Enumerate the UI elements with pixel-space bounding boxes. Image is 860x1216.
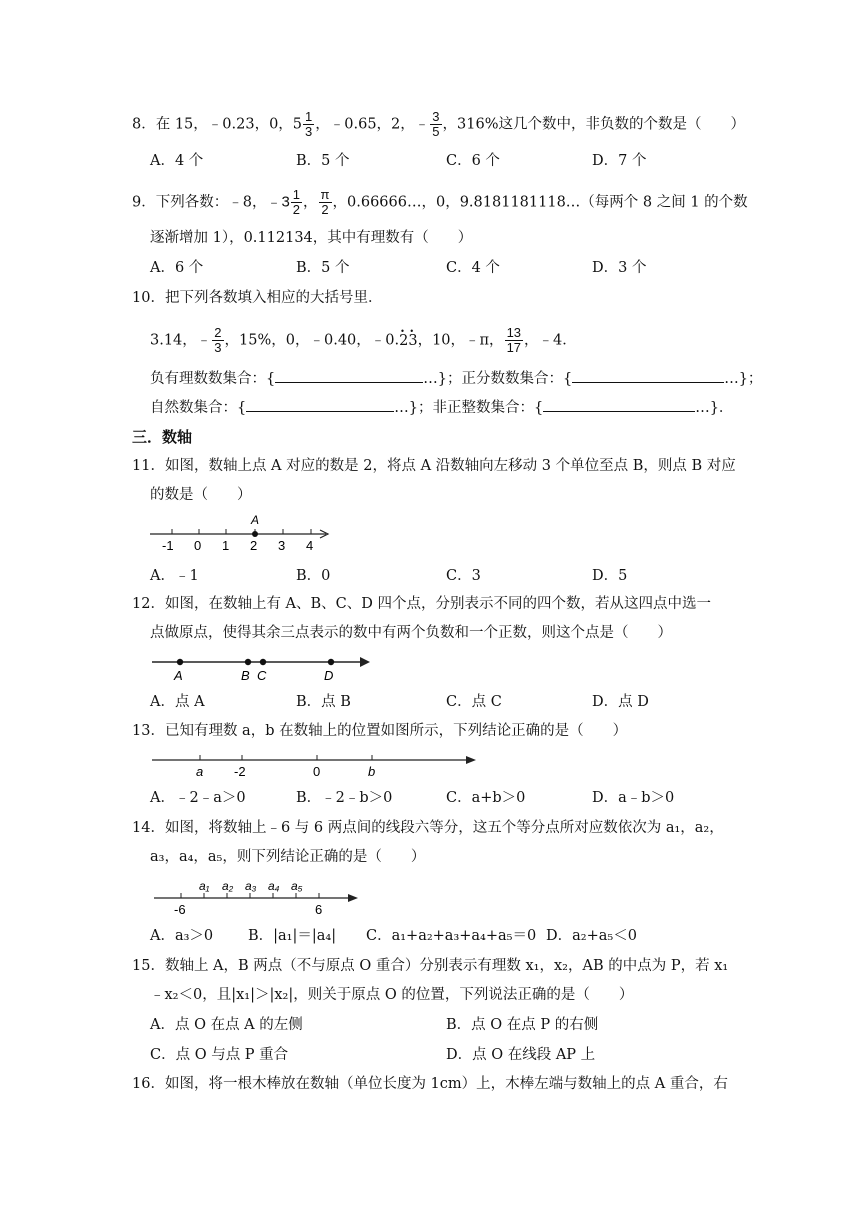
q12-option-b: B．点 B	[296, 694, 351, 710]
q13-line1: 13．已知有理数 a，b 在数轴上的位置如图所示，下列结论正确的是（ ）	[132, 723, 628, 739]
q8-frac-den: 5	[432, 124, 440, 139]
q9-prefix: 9．下列各数：﹣8，	[132, 194, 267, 211]
section-heading: 三．数轴	[132, 428, 193, 446]
q10-sets-row1	[150, 368, 762, 389]
q8-option-a: A．4 个	[150, 153, 204, 169]
q10-fraction-2	[505, 326, 523, 355]
q9-sep: ，	[303, 194, 318, 211]
q9-option-c: C．4 个	[446, 260, 500, 276]
q11-tick-label: 1	[222, 538, 230, 553]
q11-tick-label: -1	[162, 538, 174, 553]
q14-option-c: C．a₁+a₂+a₃+a₄+a₅＝0	[366, 928, 537, 944]
q11-option-c: C．3	[446, 568, 481, 584]
q10-set3-blank[interactable]	[246, 397, 394, 412]
q15-line1: 15．数轴上 A，B 两点（不与原点 O 重合）分别表示有理数 x₁，x₂，AB 的中点为 P，若 x₁	[132, 958, 729, 974]
q10-set3-close: …}；	[394, 400, 433, 416]
q11-tick-label: 2	[250, 538, 258, 553]
q8-mid: ，﹣0.65，2，﹣	[315, 116, 430, 133]
q10-set1-label: 负有理数数集合：{	[150, 371, 276, 387]
q8-mixed-den: 3	[305, 124, 313, 139]
q10-set2-blank[interactable]	[572, 368, 724, 383]
q8-option-b: B．5 个	[296, 153, 350, 169]
q9-stem	[132, 188, 748, 217]
q9-option-d: D．3 个	[592, 260, 647, 276]
q12-point-a	[177, 659, 183, 665]
q14-label-a2: a₂	[222, 879, 234, 893]
q15-line2: ﹣x₂＜0，且|x₁|＞|x₂|，则关于原点 O 的位置，下列说法正确的是（ ）	[150, 987, 634, 1003]
q10-repeat-digit-1: • 2	[399, 331, 408, 351]
q9-line2: 逐渐增加 1），0.112134，其中有理数有（ ）	[150, 230, 473, 246]
q12-label-b: B	[241, 668, 250, 683]
q14-label-6: 6	[315, 902, 323, 917]
q15-option-a: A．点 O 在点 A 的左侧	[150, 1017, 303, 1033]
q12-line2: 点做原点，使得其余三点表示的数中有两个负数和一个正数，则这个点是（ ）	[150, 625, 672, 641]
q11-point-a-label: A	[251, 513, 260, 527]
q10-list-a: 3.14，﹣	[150, 332, 212, 349]
q9-mixed-fraction	[291, 188, 302, 217]
q11-option-b: B．0	[296, 568, 331, 584]
q13-number-line	[150, 752, 490, 782]
q8-option-d: D．7 个	[592, 153, 647, 169]
q9-pi-num: π	[320, 187, 330, 202]
q8-stem	[132, 110, 745, 139]
q10-title: 10．把下列各数填入相应的大括号里．	[132, 290, 383, 306]
q12-point-c	[260, 659, 266, 665]
q11-point-a	[252, 531, 258, 537]
q14-line2: a₃，a₄，a₅，则下列结论正确的是（ ）	[150, 849, 426, 865]
q14-label-a4: a₄	[268, 879, 280, 893]
q11-tick-label: 4	[306, 538, 314, 553]
q8-suffix: ，316%这几个数中，非负数的个数是（ ）	[442, 116, 745, 133]
q8-mixed-fraction	[303, 110, 314, 139]
q14-option-d: D．a₂+a₅＜0	[546, 928, 637, 944]
q13-option-c: C．a+b＞0	[446, 790, 526, 806]
q11-tick-label: 0	[194, 538, 202, 553]
q12-number-line	[150, 650, 380, 686]
q11-tick-label: 3	[278, 538, 286, 553]
q8-fraction	[430, 110, 441, 139]
q9-option-b: B．5 个	[296, 260, 350, 276]
q12-option-a: A．点 A	[150, 694, 205, 710]
q10-set3-label: 自然数集合：{	[150, 400, 247, 416]
q10-f1-num: 2	[214, 325, 222, 340]
q10-set2-close: …}；	[724, 371, 763, 387]
q9-option-a: A．6 个	[150, 260, 204, 276]
q10-set4-close: …}．	[695, 400, 734, 416]
q12-point-b	[245, 659, 251, 665]
q10-number-list	[150, 326, 577, 355]
q14-number-line	[152, 874, 372, 918]
q12-label-d: D	[324, 668, 334, 683]
q12-point-d	[328, 659, 334, 665]
q8-mixed-num: 1	[305, 109, 313, 124]
q14-label-a5: a₅	[291, 879, 303, 893]
q14-label-a3: a₃	[245, 879, 257, 893]
q10-list-d: ，﹣4．	[524, 332, 577, 349]
q15-option-c: C．点 O 与点 P 重合	[150, 1047, 289, 1063]
q10-repeat-digit-2: • 3	[408, 331, 417, 351]
q12-option-d: D．点 D	[592, 694, 649, 710]
q14-option-b: B．|a₁|＝|a₄|	[248, 928, 337, 944]
q10-list-b: ，15%，0，﹣0.40，﹣0.	[224, 332, 400, 349]
q10-f2-den: 17	[506, 340, 522, 355]
q10-sets-row2	[150, 397, 733, 418]
q12-label-c: C	[257, 668, 267, 683]
q10-f1-den: 3	[214, 340, 222, 355]
q10-f2-num: 13	[506, 325, 522, 340]
q8-frac-num: 3	[432, 109, 440, 124]
q9-pi-fraction	[319, 188, 332, 217]
q11-option-d: D．5	[592, 568, 628, 584]
q11-number-line	[148, 512, 338, 556]
q9-mixed-den: 2	[292, 202, 301, 217]
q12-label-a: A	[174, 668, 183, 683]
q9-pi-den: 2	[321, 202, 329, 217]
q11-line2: 的数是（ ）	[150, 487, 252, 503]
q10-set1-blank[interactable]	[275, 368, 423, 383]
q14-label-neg6: -6	[174, 902, 186, 917]
q16-line1: 16．如图，将一根木棒放在数轴（单位长度为 1cm）上，木棒左端与数轴上的点 A 重合，右	[132, 1076, 728, 1092]
q13-option-a: A．﹣2﹣a＞0	[150, 790, 246, 806]
q13-option-b: B．﹣2﹣b＞0	[296, 790, 393, 806]
q12-line1: 12．如图，在数轴上有 A、B、C、D 四个点，分别表示不同的四个数，若从这四点中选一	[132, 596, 712, 612]
q15-option-b: B．点 O 在点 P 的右侧	[446, 1017, 599, 1033]
q13-label-0: 0	[313, 764, 321, 779]
q10-list-c: ，10，﹣π，	[417, 332, 504, 349]
q15-option-d: D．点 O 在线段 AP 上	[446, 1047, 596, 1063]
q10-set1-close: …}；	[423, 371, 462, 387]
q11-option-a: A．﹣1	[150, 568, 199, 584]
q14-option-a: A．a₃＞0	[150, 928, 214, 944]
q10-set2-label: 正分数数集合：{	[461, 371, 573, 387]
q9-suffix: ，0.66666…，0，9.8181181118…（每两个 8 之间 1 的个数	[332, 194, 748, 211]
q10-set4-label: 非正整数集合：{	[432, 400, 544, 416]
q8-option-c: C．6 个	[446, 153, 500, 169]
q13-label-a: a	[196, 764, 204, 779]
q9-mixed-sign: ﹣3	[266, 193, 290, 211]
q13-axis-arrow	[466, 756, 476, 764]
q14-axis-arrow	[348, 894, 358, 902]
q9-mixed-num: 1	[292, 187, 301, 202]
q14-label-a1: a₁	[199, 879, 210, 893]
q8-prefix: 8．在 15，﹣0.23，0，5	[132, 116, 303, 133]
q10-fraction-1	[212, 326, 223, 355]
q11-line1: 11．如图，数轴上点 A 对应的数是 2，将点 A 沿数轴向左移动 3 个单位至点 B，则点 B 对应	[132, 458, 736, 474]
q12-axis-arrow	[360, 657, 370, 667]
q13-label-neg2: -2	[234, 764, 246, 779]
q13-label-b: b	[368, 764, 376, 779]
q12-option-c: C．点 C	[446, 694, 502, 710]
q13-option-d: D．a﹣b＞0	[592, 790, 675, 806]
q14-line1: 14．如图，将数轴上﹣6 与 6 两点间的线段六等分，这五个等分点所对应数依次为 a₁，a₂，	[132, 820, 724, 836]
q10-set4-blank[interactable]	[543, 397, 695, 412]
